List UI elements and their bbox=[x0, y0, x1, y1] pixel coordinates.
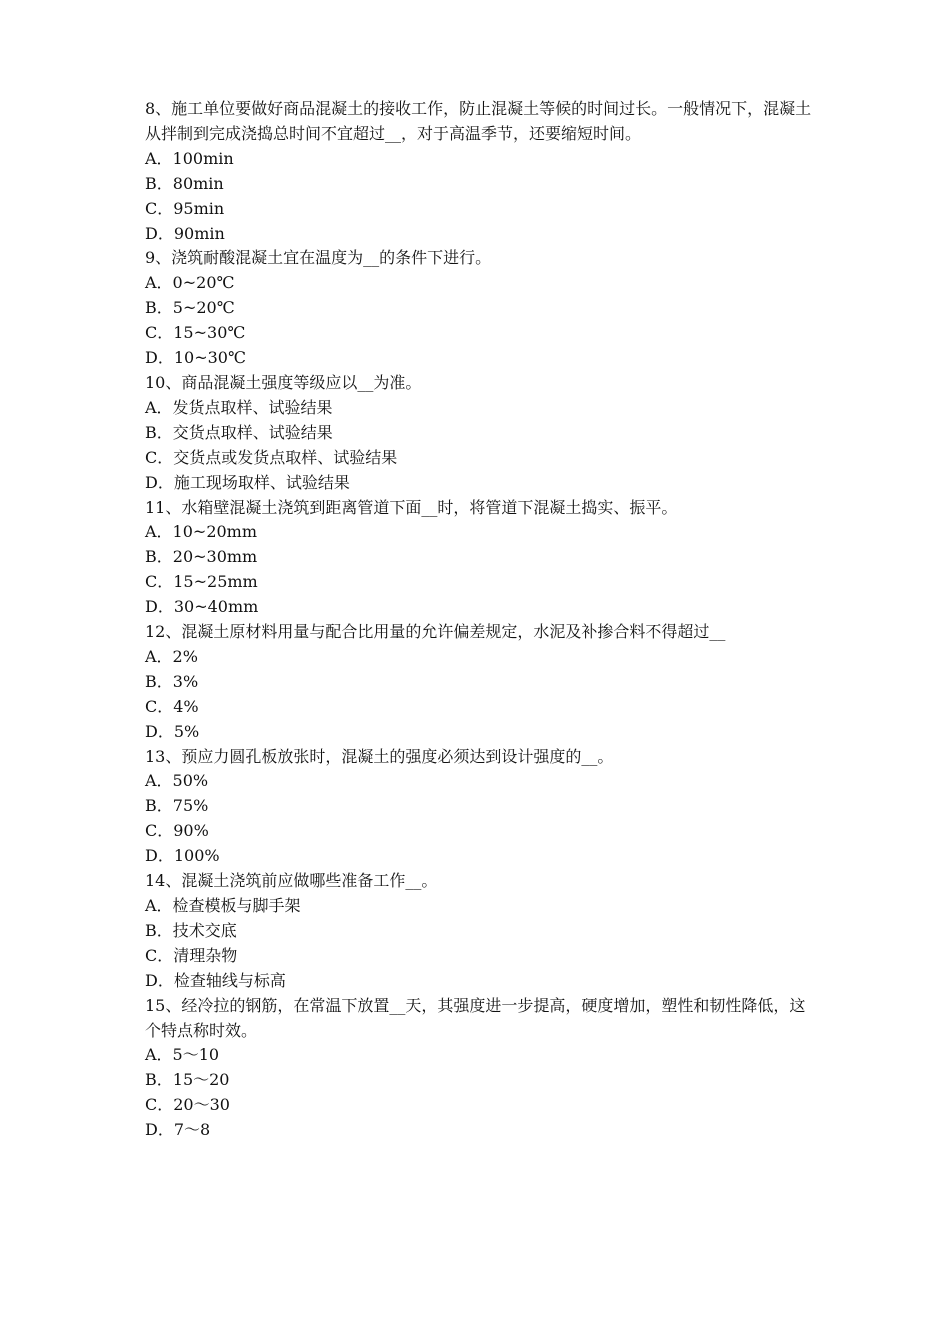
option-c: C．15~30℃ bbox=[145, 323, 246, 343]
question-8 bbox=[145, 97, 815, 246]
option-d: D．10~30℃ bbox=[145, 348, 246, 368]
option-c: C．交货点或发货点取样、试验结果 bbox=[145, 447, 398, 467]
option-b: B．交货点取样、试验结果 bbox=[145, 422, 333, 442]
option-b: B．5~20℃ bbox=[145, 298, 235, 318]
option-a: A．100min bbox=[145, 148, 234, 168]
question-12 bbox=[145, 620, 815, 745]
question-stem: 12、混凝土原材料用量与配合比用量的允许偏差规定，水泥及补掺合料不得超过__ bbox=[145, 622, 726, 642]
option-a: A．检查模板与脚手架 bbox=[145, 896, 301, 915]
option-c: C．4% bbox=[145, 696, 199, 716]
option-b: B．15～20 bbox=[145, 1070, 230, 1090]
question-14 bbox=[145, 869, 815, 994]
option-b: B．3% bbox=[145, 671, 199, 691]
question-15 bbox=[145, 994, 815, 1143]
option-b: B．20~30mm bbox=[145, 547, 258, 567]
option-a: A．10~20mm bbox=[145, 522, 258, 542]
question-13 bbox=[145, 745, 815, 870]
question-stem: 14、混凝土浇筑前应做哪些准备工作__。 bbox=[145, 871, 438, 891]
option-b: B．技术交底 bbox=[145, 920, 237, 940]
question-stem: 15、经冷拉的钢筋，在常温下放置__天，其强度进一步提高，硬度增加，塑性和韧性降低，这个特点称时效。 bbox=[145, 995, 806, 1040]
option-c: C．15~25mm bbox=[145, 572, 258, 592]
option-d: D．100% bbox=[145, 846, 220, 866]
question-stem: 8、施工单位要做好商品混凝土的接收工作，防止混凝土等候的时间过长。一般情况下，混凝土从拌制到完成浇捣总时间不宜超过__，对于高温季节，还要缩短时间。 bbox=[145, 99, 812, 143]
question-stem: 10、商品混凝土强度等级应以__为准。 bbox=[145, 372, 422, 392]
question-10 bbox=[145, 371, 815, 496]
question-11 bbox=[145, 496, 815, 621]
option-b: B．75% bbox=[145, 796, 209, 816]
option-a: A．50% bbox=[145, 771, 209, 791]
option-d: D．30~40mm bbox=[145, 597, 259, 617]
option-c: C．95min bbox=[145, 198, 225, 218]
option-c: C．90% bbox=[145, 821, 209, 841]
option-a: A．发货点取样、试验结果 bbox=[145, 397, 333, 417]
question-9 bbox=[145, 246, 815, 371]
question-stem: 9、浇筑耐酸混凝土宜在温度为__的条件下进行。 bbox=[145, 248, 492, 268]
option-a: A．5～10 bbox=[145, 1045, 220, 1065]
option-d: D．90min bbox=[145, 223, 225, 243]
option-d: D．检查轴线与标高 bbox=[145, 970, 286, 990]
option-d: D．7～8 bbox=[145, 1120, 211, 1140]
option-c: C．清理杂物 bbox=[145, 945, 238, 965]
option-d: D．施工现场取样、试验结果 bbox=[145, 472, 350, 492]
question-stem: 11、水箱壁混凝土浇筑到距离管道下面__时，将管道下混凝土捣实、振平。 bbox=[145, 497, 678, 517]
option-a: A．0~20℃ bbox=[145, 273, 235, 293]
option-c: C．20～30 bbox=[145, 1095, 230, 1115]
document-page bbox=[145, 97, 815, 1143]
option-d: D．5% bbox=[145, 721, 200, 741]
question-stem: 13、预应力圆孔板放张时，混凝土的强度必须达到设计强度的__。 bbox=[145, 746, 614, 766]
option-a: A．2% bbox=[145, 646, 198, 666]
option-b: B．80min bbox=[145, 173, 224, 193]
